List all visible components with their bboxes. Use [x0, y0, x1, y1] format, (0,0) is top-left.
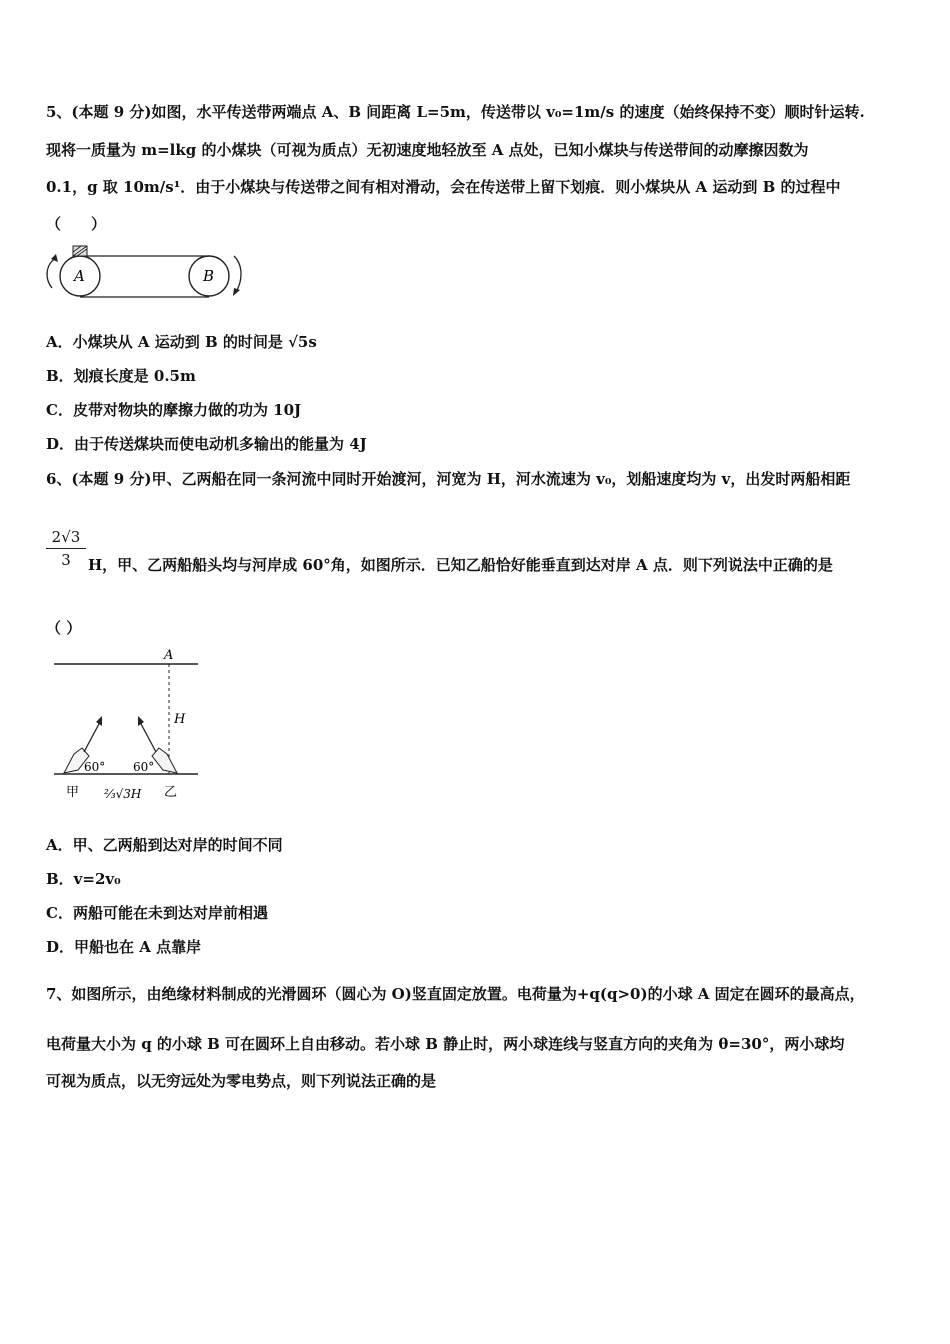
q5-line-3: 0.1，g 取 10m/s¹．由于小煤块与传送带之间有相对滑动，会在传送带上留下划痕．则小煤块从 A 运动到 B 的过程中	[46, 178, 841, 196]
angle-yi: 60°	[133, 760, 155, 774]
rotation-arrow-right	[234, 256, 241, 292]
q6-option-b[interactable]: B．v=2v₀	[46, 870, 121, 888]
river-crossing-figure	[52, 646, 204, 812]
conveyor-belt-figure	[44, 244, 246, 302]
q6-answer-bracket: （ ）	[46, 619, 82, 637]
q5-option-b[interactable]: B．划痕长度是 0.5m	[46, 367, 196, 385]
river-width-label: H	[174, 712, 186, 727]
q6-option-c[interactable]: C．两船可能在未到达对岸前相遇	[46, 904, 268, 922]
label-a: A	[74, 267, 85, 285]
angle-jia: 60°	[84, 760, 106, 774]
label-b: B	[203, 267, 215, 285]
q5-answer-bracket: （ ）	[46, 215, 107, 233]
q7-line-3: 可视为质点，以无穷远处为零电势点，则下列说法正确的是	[46, 1072, 437, 1090]
q7-line-2: 电荷量大小为 q 的小球 B 可在圆环上自由移动。若小球 B 静止时，两小球连线与竖直方向的夹角为 θ=30°，两小球均	[46, 1035, 845, 1053]
rotation-arrow-left	[47, 258, 56, 288]
label-jia: 甲	[66, 785, 80, 800]
q5-line-1: 5、(本题 9 分)如图，水平传送带两端点 A、B 间距离 L=5m，传送带以 v₀=1m/s 的速度（始终保持不变）顺时针运转.	[46, 103, 865, 121]
q5-option-a[interactable]: A．小煤块从 A 运动到 B 的时间是 √5s	[46, 333, 317, 351]
q6-fraction	[46, 528, 86, 569]
point-a: A	[164, 648, 174, 663]
boat-jia-velocity-arrow	[84, 722, 100, 752]
q5-option-c[interactable]: C．皮带对物块的摩擦力做的功为 10J	[46, 401, 302, 419]
q5-line-2: 现将一质量为 m=lkg 的小煤块（可视为质点）无初速度地轻放至 A 点处，已知小煤块与传送带间的动摩擦因数为	[46, 141, 809, 159]
label-yi: 乙	[164, 785, 178, 800]
q6-line-1: 6、(本题 9 分)甲、乙两船在同一条河流中同时开始渡河，河宽为 H，河水流速为 v₀，划船速度均为 v，出发时两船相距	[46, 470, 851, 488]
q6-option-a[interactable]: A．甲、乙两船到达对岸的时间不同	[46, 836, 283, 854]
q6-option-d[interactable]: D．甲船也在 A 点靠岸	[46, 938, 202, 956]
q6-line-2: H，甲、乙两船船头均与河岸成 60°角，如图所示．已知乙船恰好能垂直到达对岸 A 点．则下列说法中正确的是	[88, 556, 833, 574]
q5-option-d[interactable]: D．由于传送煤块而使电动机多输出的能量为 4J	[46, 435, 367, 453]
boat-yi-velocity-arrow	[140, 722, 156, 752]
q6-fraction-denominator: 3	[61, 551, 71, 569]
distance-label: ⅔√3H	[104, 787, 142, 801]
q6-fraction-numerator: 2√3	[46, 528, 86, 549]
q7-line-1: 7、如图所示，由绝缘材料制成的光滑圆环（圆心为 O)竖直固定放置。电荷量为+q(q>0)的小球 A 固定在圆环的最高点，	[46, 985, 865, 1003]
